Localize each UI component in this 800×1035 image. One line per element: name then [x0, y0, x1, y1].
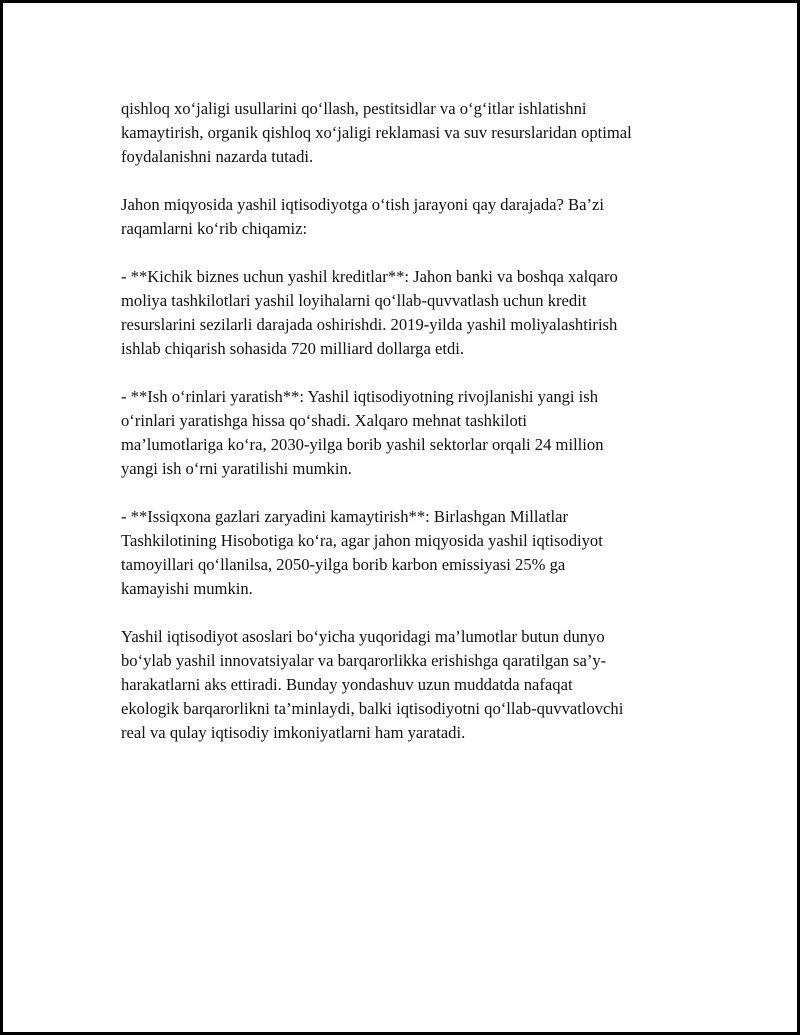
text-line: bo‘ylab yashil innovatsiyalar va barqarorlikka erishishga qaratilgan sa’y-: [121, 651, 607, 670]
text-line: Jahon miqyosida yashil iqtisodiyotga o‘tish jarayoni qay darajada? Ba’zi: [121, 195, 604, 214]
text-line: Yashil iqtisodiyot asoslari bo‘yicha yuqoridagi ma’lumotlar butun dunyo: [121, 627, 605, 646]
text-line: - **Ish o‘rinlari yaratish**: Yashil iqtisodiyotning rivojlanishi yangi ish: [121, 387, 599, 406]
text-line: foydalanishni nazarda tutadi.: [121, 147, 314, 166]
text-line: - **Issiqxona gazlari zaryadini kamaytirish**: Birlashgan Millatlar: [121, 507, 568, 526]
text-line: qishloq xo‘jaligi usullarini qo‘llash, pestitsidlar va o‘g‘itlar ishlatishni: [121, 99, 587, 118]
text-line: resurslarini sezilarli darajada oshirishdi. 2019-yilda yashil moliyalashtirish: [121, 315, 618, 334]
text-line: ishlab chiqarish sohasida 720 milliard dollarga etdi.: [121, 339, 465, 358]
paragraph-question: [121, 193, 681, 241]
paragraph-job-creation: [121, 385, 681, 481]
document-body: [121, 97, 681, 769]
text-line: raqamlarni ko‘rib chiqamiz:: [121, 219, 308, 238]
text-line: kamayishi mumkin.: [121, 579, 253, 598]
text-line: ekologik barqarorlikni ta’minlaydi, balki iqtisodiyotni qo‘llab-quvvatlovchi: [121, 699, 624, 718]
text-line: moliya tashkilotlari yashil loyihalarni qo‘llab-quvvatlash uchun kredit: [121, 291, 587, 310]
text-line: o‘rinlari yaratishga hissa qo‘shadi. Xalqaro mehnat tashkiloti: [121, 411, 527, 430]
paragraph-intro-continuation: [121, 97, 681, 169]
paragraph-emissions: [121, 505, 681, 601]
text-line: - **Kichik biznes uchun yashil kreditlar**: Jahon banki va boshqa xalqaro: [121, 267, 618, 286]
text-line: harakatlarni aks ettiradi. Bunday yondashuv uzun muddatda nafaqat: [121, 675, 573, 694]
text-line: Tashkilotining Hisobotiga ko‘ra, agar jahon miqyosida yashil iqtisodiyot: [121, 531, 603, 550]
text-line: real va qulay iqtisodiy imkoniyatlarni ham yaratadi.: [121, 723, 466, 742]
text-line: yangi ish o‘rni yaratilishi mumkin.: [121, 459, 352, 478]
paragraph-conclusion: [121, 625, 681, 745]
text-line: tamoyillari qo‘llanilsa, 2050-yilga borib karbon emissiyasi 25% ga: [121, 555, 566, 574]
text-line: kamaytirish, organik qishloq xo‘jaligi reklamasi va suv resurslaridan optimal: [121, 123, 632, 142]
paragraph-green-credits: [121, 265, 681, 361]
text-line: ma’lumotlariga ko‘ra, 2030-yilga borib yashil sektorlar orqali 24 million: [121, 435, 604, 454]
